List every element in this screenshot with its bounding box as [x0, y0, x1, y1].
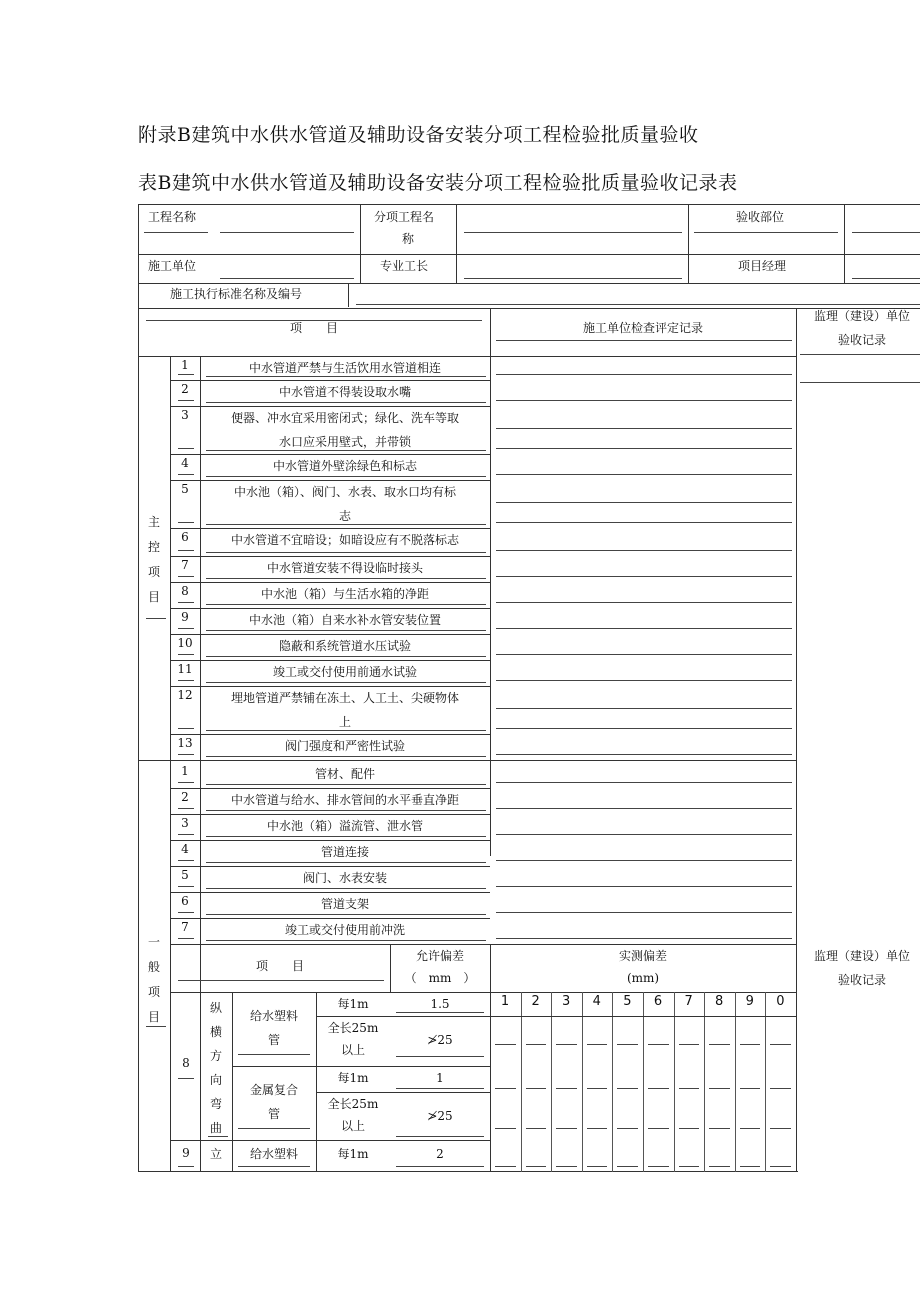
per-meter-label: 每1m	[337, 997, 369, 1011]
measure-cell[interactable]	[770, 1044, 791, 1045]
item-number: 1	[181, 358, 189, 372]
sub-project-field[interactable]	[464, 232, 682, 233]
label-char: 方	[209, 1049, 222, 1063]
measure-cell[interactable]	[495, 1128, 516, 1129]
grid-line	[704, 992, 705, 1172]
material-label: 给水塑料	[249, 1147, 298, 1161]
item-number: 6	[181, 530, 189, 544]
underline	[396, 1166, 484, 1167]
main-item-text: 竣工或交付使用前通水试验	[272, 665, 417, 679]
label-char: 目	[147, 590, 160, 604]
material-label: 金属复合	[249, 1083, 298, 1097]
measure-cell[interactable]	[617, 1166, 638, 1167]
record-field[interactable]	[496, 502, 792, 503]
measure-cell[interactable]	[556, 1128, 577, 1129]
label-char: 弯	[209, 1097, 222, 1111]
underline	[208, 1136, 228, 1137]
item-number: 9	[182, 1146, 190, 1160]
record-field[interactable]	[496, 374, 792, 375]
measure-cell[interactable]	[770, 1088, 791, 1089]
supervision-column-header-2: 验收记录	[837, 333, 886, 347]
table-title: 表B建筑中水供水管道及辅助设备安装分项工程检验批质量验收记录表	[138, 172, 738, 194]
item-number: 6	[181, 894, 189, 908]
underline	[178, 628, 194, 629]
measure-cell[interactable]	[526, 1166, 547, 1167]
divider	[490, 308, 491, 856]
sub-project-label: 分项工程名	[374, 210, 435, 224]
underline	[178, 374, 194, 375]
underline	[206, 552, 486, 553]
record-field[interactable]	[496, 912, 792, 913]
underline	[206, 376, 486, 377]
full-length-label: 全长25m	[327, 1021, 379, 1035]
main-item-text: 中水池（箱）、阀门、水表、取水口均有标	[233, 485, 456, 499]
divider	[844, 204, 845, 284]
item-number: 4	[181, 842, 189, 856]
measure-cell[interactable]	[587, 1044, 608, 1045]
measure-cell[interactable]	[740, 1044, 761, 1045]
main-item-text: 中水管道严禁与生活饮用水管道相连	[248, 361, 441, 375]
underline	[178, 522, 194, 523]
tolerance-value: 2	[436, 1147, 444, 1161]
item9-label: 立	[209, 1147, 222, 1161]
measure-cell[interactable]	[709, 1128, 730, 1129]
underline	[178, 448, 194, 449]
general-item-text: 管道支架	[320, 897, 369, 911]
underline	[238, 1054, 310, 1055]
tolerance-value: ≯25	[427, 1109, 453, 1123]
item-number: 8	[181, 584, 189, 598]
record-field[interactable]	[496, 654, 792, 655]
measure-column-number: 5	[623, 994, 632, 1009]
divider	[688, 204, 689, 284]
underline	[238, 1166, 310, 1167]
record-field[interactable]	[496, 474, 792, 475]
record-field[interactable]	[496, 834, 792, 835]
underline	[206, 604, 486, 605]
measure-cell[interactable]	[679, 1044, 700, 1045]
underline	[206, 524, 486, 525]
underline	[178, 980, 384, 981]
item-number: 2	[181, 790, 189, 804]
main-item-text: 中水管道外壁涂绿色和标志	[272, 459, 417, 473]
item-number: 7	[181, 920, 189, 934]
underline	[178, 474, 194, 475]
tolerance-header-2: （ mm ）	[404, 971, 476, 985]
item-number: 10	[177, 636, 193, 650]
underline	[178, 808, 194, 809]
underline	[178, 576, 194, 577]
acceptance-part-field[interactable]	[852, 232, 920, 233]
record-field[interactable]	[496, 576, 792, 577]
material-label-2: 管	[267, 1033, 280, 1047]
row-line	[170, 1140, 490, 1141]
underline	[694, 232, 838, 233]
label-char: 控	[147, 540, 160, 554]
grid-line	[735, 992, 736, 1172]
item-number: 12	[177, 688, 193, 702]
underline	[178, 680, 194, 681]
record-field[interactable]	[496, 448, 792, 449]
item-number: 3	[181, 408, 189, 422]
tolerance-value: 1	[436, 1071, 444, 1085]
row-line	[170, 760, 490, 761]
record-field[interactable]	[496, 938, 792, 939]
measure-cell[interactable]	[556, 1044, 577, 1045]
underline	[206, 836, 486, 837]
item-number: 2	[181, 382, 189, 396]
project-manager-field[interactable]	[852, 278, 920, 279]
full-length-label-2: 以上	[340, 1043, 365, 1057]
divider	[170, 356, 171, 1172]
label-char: 向	[209, 1073, 222, 1087]
construction-unit-field[interactable]	[220, 278, 354, 279]
underline	[178, 1078, 194, 1079]
underline	[178, 602, 194, 603]
record-field[interactable]	[496, 680, 792, 681]
measure-column-number: 2	[531, 994, 540, 1009]
item-number: 3	[181, 816, 189, 830]
divider	[456, 204, 457, 284]
main-item-text-2: 志	[338, 509, 351, 523]
underline	[206, 682, 486, 683]
main-item-text: 隐蔽和系统管道水压试验	[278, 639, 411, 653]
measure-cell[interactable]	[495, 1088, 516, 1089]
main-item-text: 便器、冲水宜采用密闭式；绿化、洗车等取	[230, 411, 459, 425]
row-line	[170, 944, 490, 945]
main-item-text: 阀门强度和严密性试验	[284, 739, 405, 753]
measure-cell[interactable]	[526, 1088, 547, 1089]
underline	[146, 618, 166, 619]
measure-cell[interactable]	[648, 1088, 669, 1089]
label-char: 一	[147, 935, 160, 949]
underline	[146, 1026, 166, 1027]
measure-cell[interactable]	[526, 1044, 547, 1045]
underline	[206, 756, 486, 757]
label-char: 目	[147, 1010, 160, 1024]
appendix-title: 附录B建筑中水供水管道及辅助设备安装分项工程检验批质量验收	[138, 124, 699, 146]
underline	[178, 754, 194, 755]
item-number: 5	[181, 482, 189, 496]
measure-column-number: 4	[592, 994, 601, 1009]
grid-line	[643, 992, 644, 1172]
measure-cell[interactable]	[617, 1128, 638, 1129]
record-field[interactable]	[496, 754, 792, 755]
measure-cell[interactable]	[587, 1128, 608, 1129]
record-field[interactable]	[496, 728, 792, 729]
project-name-field[interactable]	[220, 232, 354, 233]
main-item-text: 中水管道安装不得设临时接头	[266, 561, 423, 575]
underline	[144, 232, 208, 233]
sub-supervision-header: 监理（建设）单位	[813, 949, 910, 963]
grid-line	[582, 992, 583, 1172]
underline	[396, 1012, 484, 1013]
per-meter-label: 每1m	[337, 1071, 369, 1085]
measure-cell[interactable]	[648, 1166, 669, 1167]
record-field[interactable]	[496, 886, 792, 887]
measure-column-number: 3	[562, 994, 571, 1009]
label-char: 般	[147, 960, 160, 974]
item8-label	[208, 996, 224, 1140]
measure-column-number: 7	[684, 994, 693, 1009]
grid-line	[612, 992, 613, 1172]
record-field[interactable]	[496, 808, 792, 809]
underline	[396, 1136, 484, 1137]
underline	[178, 886, 194, 887]
measure-column-number: 1	[500, 994, 510, 1009]
measure-cell[interactable]	[740, 1088, 761, 1089]
main-item-text-2: 上	[338, 715, 351, 729]
measure-cell[interactable]	[709, 1166, 730, 1167]
measure-cell[interactable]	[556, 1166, 577, 1167]
label-char: 纵	[209, 1001, 222, 1015]
underline	[178, 912, 194, 913]
item-number: 9	[181, 610, 189, 624]
underline	[396, 1088, 484, 1089]
record-field[interactable]	[496, 428, 792, 429]
tolerance-value: 1.5	[430, 997, 450, 1011]
material-label: 给水塑料	[249, 1009, 298, 1023]
full-length-label-2: 以上	[340, 1119, 365, 1133]
foreman-label: 专业工长	[380, 259, 429, 273]
underline	[178, 550, 194, 551]
measure-cell[interactable]	[648, 1044, 669, 1045]
measure-cell[interactable]	[679, 1088, 700, 1089]
project-manager-label: 项目经理	[738, 259, 787, 273]
underline	[206, 940, 486, 941]
sub-item-header: 项 目	[255, 959, 304, 973]
underline	[206, 402, 486, 403]
item-number: 13	[177, 736, 193, 750]
record-field[interactable]	[496, 602, 792, 603]
divider	[796, 308, 797, 1172]
label-char: 项	[147, 565, 160, 579]
sub-supervision-header-2: 验收记录	[837, 973, 886, 987]
underline	[206, 862, 486, 863]
measured-header-2: (mm)	[626, 971, 660, 985]
underline	[206, 450, 486, 451]
measure-cell[interactable]	[526, 1128, 547, 1129]
main-item-text: 中水池（箱）自来水补水管安装位置	[248, 613, 441, 627]
measure-cell[interactable]	[770, 1128, 791, 1129]
underline	[238, 1128, 310, 1129]
record-field[interactable]	[496, 400, 792, 401]
underline	[800, 354, 920, 355]
item-number: 1	[181, 764, 189, 778]
item-number: 8	[182, 1056, 190, 1070]
underline	[206, 656, 486, 657]
record-field[interactable]	[496, 628, 792, 629]
underline	[178, 782, 194, 783]
measure-cell[interactable]	[709, 1088, 730, 1089]
top-border	[138, 204, 920, 205]
record-field[interactable]	[496, 782, 792, 783]
underline	[206, 784, 486, 785]
measure-cell[interactable]	[740, 1166, 761, 1167]
main-item-text: 中水管道不宜暗设；如暗设应有不脱落标志	[230, 533, 459, 547]
row-line	[138, 254, 920, 255]
general-item-text: 竣工或交付使用前冲洗	[284, 923, 405, 937]
underline	[178, 1166, 194, 1167]
underline	[396, 1056, 484, 1057]
underline	[206, 914, 486, 915]
measure-cell[interactable]	[617, 1044, 638, 1045]
measure-cell[interactable]	[587, 1166, 608, 1167]
tolerance-value: ≯25	[427, 1033, 453, 1047]
inspection-form	[138, 204, 920, 1172]
measure-cell[interactable]	[556, 1088, 577, 1089]
underline	[800, 382, 920, 383]
record-field[interactable]	[496, 550, 792, 551]
record-field[interactable]	[496, 860, 792, 861]
underline	[178, 938, 194, 939]
record-field[interactable]	[496, 522, 792, 523]
record-field[interactable]	[496, 708, 792, 709]
grid-line	[765, 992, 766, 1172]
main-item-text-2: 水口应采用壁式，并带锁	[278, 435, 411, 449]
underline	[206, 630, 486, 631]
item-number: 7	[181, 558, 189, 572]
underline	[178, 728, 194, 729]
measure-cell[interactable]	[495, 1044, 516, 1045]
measure-column-number: 6	[653, 994, 663, 1009]
per-meter-label: 每1m	[337, 1147, 369, 1161]
item-number: 4	[181, 456, 189, 470]
bottom-border	[138, 1171, 798, 1172]
label-char: 项	[147, 985, 160, 999]
measure-column-number: 9	[745, 994, 754, 1009]
measure-cell[interactable]	[587, 1088, 608, 1089]
main-item-text: 中水池（箱）与生活水箱的净距	[260, 587, 429, 601]
divider	[348, 283, 349, 307]
tolerance-header: 允许偏差	[415, 949, 464, 963]
full-length-label: 全长25m	[327, 1097, 379, 1111]
measure-column-number: 8	[715, 994, 724, 1009]
construction-unit-label: 施工单位	[148, 259, 197, 273]
measure-cell[interactable]	[495, 1166, 516, 1167]
item-number: 11	[177, 662, 193, 676]
underline	[178, 654, 194, 655]
measure-cell[interactable]	[709, 1044, 730, 1045]
sub-project-label-2: 称	[402, 232, 415, 246]
foreman-field[interactable]	[464, 278, 682, 279]
label-char: 横	[209, 1025, 222, 1039]
acceptance-part-label: 验收部位	[736, 210, 785, 224]
item-number: 5	[181, 868, 189, 882]
underline	[206, 730, 486, 731]
measure-cell[interactable]	[740, 1128, 761, 1129]
main-control-label	[146, 510, 162, 610]
label-char: 曲	[209, 1121, 222, 1135]
main-item-text: 中水管道不得装设取水嘴	[278, 385, 411, 399]
underline	[206, 476, 486, 477]
underline	[178, 400, 194, 401]
grid-line	[551, 992, 552, 1172]
measured-header: 实测偏差	[618, 949, 667, 963]
project-name-label: 工程名称	[148, 210, 197, 224]
underline	[206, 810, 486, 811]
label-char: 主	[147, 515, 160, 529]
material-label-2: 管	[267, 1107, 280, 1121]
measure-cell[interactable]	[770, 1166, 791, 1167]
grid-line	[521, 992, 522, 1172]
general-item-text: 中水管道与给水、排水管间的水平垂直净距	[230, 793, 459, 807]
underline	[178, 860, 194, 861]
measure-cell[interactable]	[648, 1128, 669, 1129]
standard-label: 施工执行标准名称及编号	[170, 287, 303, 301]
general-item-text: 阀门、水表安装	[302, 871, 387, 885]
underline	[178, 834, 194, 835]
general-item-text: 中水池（箱）溢流管、泄水管	[266, 819, 423, 833]
grid-line	[674, 992, 675, 1172]
main-item-text: 埋地管道严禁铺在冻土、人工土、尖硬物体	[230, 691, 459, 705]
measure-cell[interactable]	[679, 1128, 700, 1129]
row-line	[490, 1016, 796, 1017]
underline	[206, 578, 486, 579]
left-border	[138, 204, 139, 1172]
record-column-header: 施工单位检查评定记录	[582, 321, 703, 335]
measure-cell[interactable]	[617, 1088, 638, 1089]
underline	[496, 340, 792, 341]
general-item-text: 管道连接	[320, 845, 369, 859]
underline	[206, 888, 486, 889]
general-item-text: 管材、配件	[314, 767, 375, 781]
divider	[360, 204, 361, 284]
item-column-header: 项 目	[289, 321, 338, 335]
general-label	[146, 930, 162, 1030]
measure-column-number: 0	[776, 994, 785, 1009]
supervision-column-header: 监理（建设）单位	[813, 309, 910, 323]
measure-cell[interactable]	[679, 1166, 700, 1167]
